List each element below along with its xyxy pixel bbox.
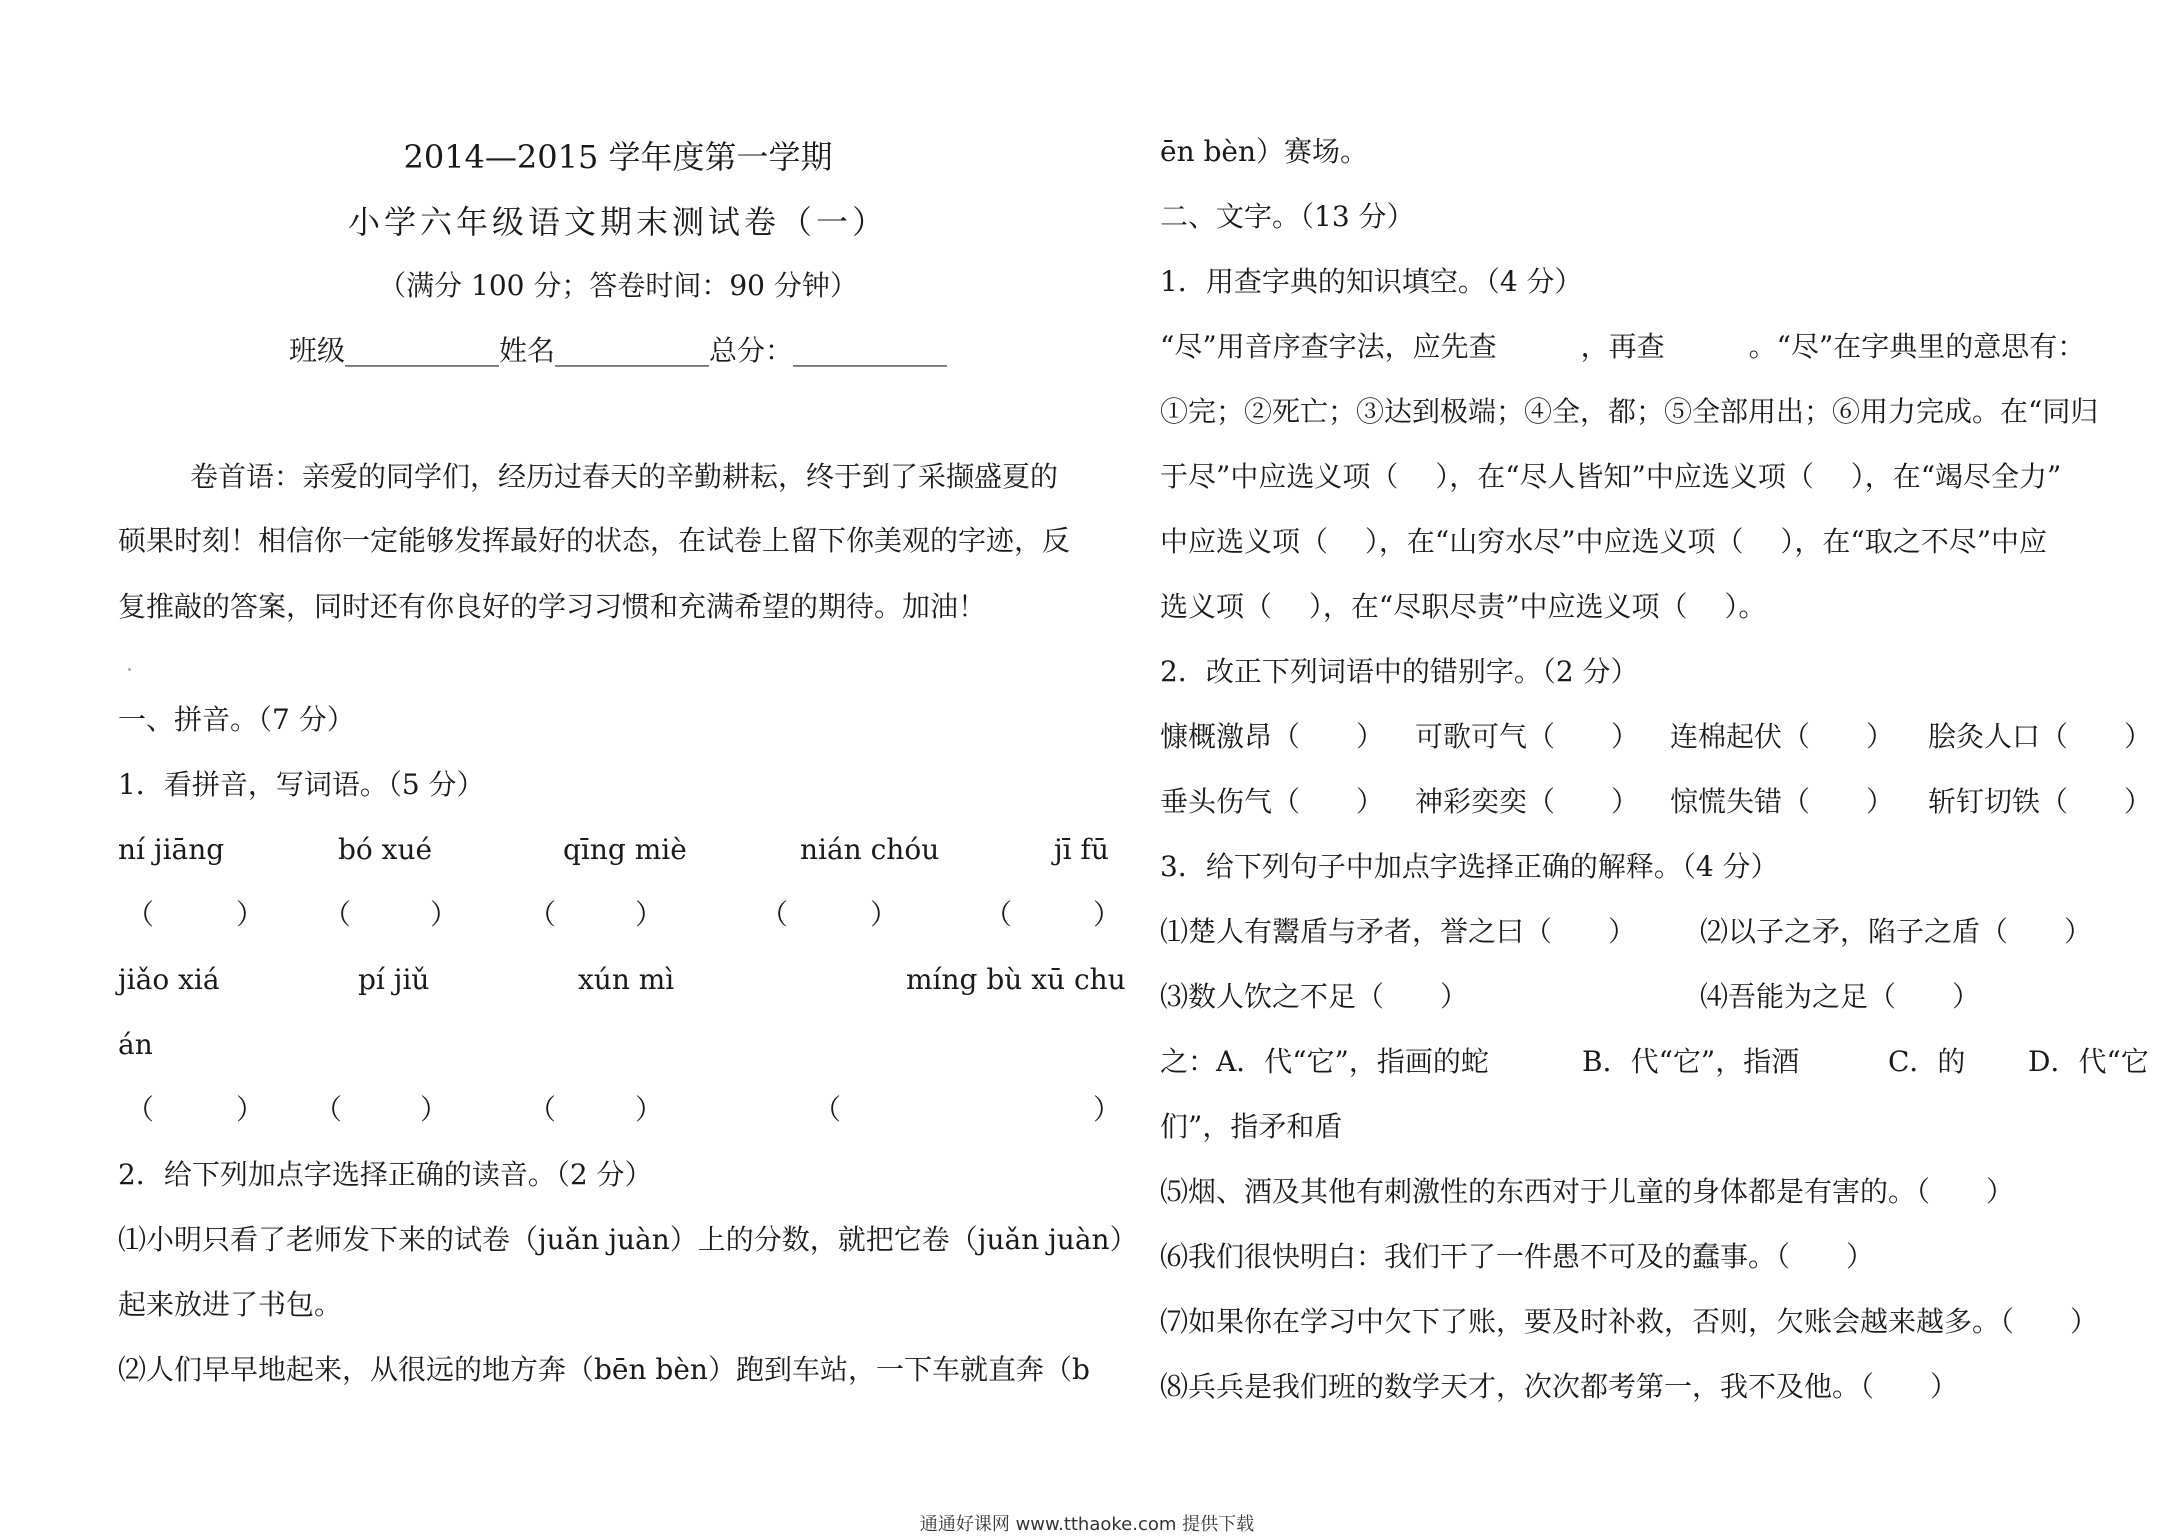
exam-year: 2014—2015 学年度第一学期 [403, 138, 833, 176]
answer-blank-open[interactable]: （ [126, 898, 155, 931]
r-q3-title: 3．给下列句子中加点字选择正确的解释。（4 分） [1160, 850, 1779, 883]
answer-blank-close: ） [1093, 898, 1122, 931]
typo-item[interactable]: 垂头伤气（ ） [1160, 785, 1385, 818]
section1-title: 一、拼音。（7 分） [118, 703, 355, 736]
footer-credit: 通通好课网 www.tthaoke.com 提供下载 [919, 1514, 1255, 1535]
answer-blank-close: ） [1093, 1093, 1122, 1126]
answer-blank-open[interactable]: （ [760, 898, 789, 931]
answer-blank-close: ） [420, 1093, 449, 1126]
option-d: D．代“它 [2028, 1045, 2149, 1078]
typo-item[interactable]: 可歌可气（ ） [1415, 720, 1640, 753]
answer-blank-open[interactable]: （ [813, 1093, 842, 1126]
answer-blank-close: ） [870, 898, 899, 931]
answer-blank-open[interactable]: （ [126, 1093, 155, 1126]
q3-item[interactable]: ⑴楚人有鬻盾与矛者，誉之曰（ ） [1160, 915, 1637, 948]
pinyin: míng bù xū chu [906, 963, 1126, 996]
answer-blank-open[interactable]: （ [323, 898, 352, 931]
option-a: 之：A．代“它”，指画的蛇 [1160, 1045, 1489, 1078]
answer-row-1 [118, 895, 1122, 935]
pinyin: nián chóu [800, 833, 940, 866]
intro-line-1: 卷首语：亲爱的同学们，经历过春天的辛勤耕耘，终于到了采撷盛夏的 [190, 460, 1059, 493]
r-q2-title: 2．改正下列词语中的错别字。（2 分） [1160, 655, 1639, 688]
pinyin-row-1 [118, 830, 1118, 870]
q2-line-3-continued: ēn bèn）赛场。 [1160, 135, 1369, 168]
scan-speck [128, 668, 131, 671]
answer-blank-open[interactable]: （ [984, 898, 1013, 931]
typo-item[interactable]: 神彩奕奕（ ） [1415, 785, 1640, 818]
r-q1-line-5: 选义项（ ），在“尽职尽责”中应选义项（ ）。 [1160, 590, 1767, 623]
q2-line-2: 起来放进了书包。 [118, 1288, 343, 1321]
pinyin: xún mì [578, 963, 675, 996]
pinyin: pí jiǔ [358, 963, 430, 996]
typo-item[interactable]: 连棉起伏（ ） [1670, 720, 1895, 753]
q3-item[interactable]: ⑷吾能为之足（ ） [1700, 980, 1981, 1013]
answer-blank-close: ） [236, 1093, 265, 1126]
student-fields: 班级___________姓名___________总分：___________ [288, 334, 947, 367]
q2-line-3: ⑵人们早早地起来，从很远的地方奔（bēn bèn）跑到车站，一下车就直奔（b [118, 1353, 1090, 1386]
typo-item[interactable]: 脍灸人口（ ） [1928, 720, 2153, 753]
q3-item-5[interactable]: ⑸烟、酒及其他有刺激性的东西对于儿童的身体都是有害的。（ ） [1160, 1175, 2015, 1208]
pinyin: jī fū [1054, 833, 1109, 866]
r-q1-line-2: ①完；②死亡；③达到极端；④全，都；⑤全部用出；⑥用力完成。在“同归 [1160, 395, 2099, 428]
q1-title: 1．看拼音，写词语。（5 分） [118, 768, 485, 801]
typo-row-1 [1160, 717, 2160, 757]
q3-options [1160, 1042, 2160, 1082]
option-b: B．代“它”，指酒 [1582, 1045, 1800, 1078]
q3-item[interactable]: ⑶数人饮之不足（ ） [1160, 980, 1469, 1013]
pinyin-wrap: án [118, 1028, 153, 1061]
answer-blank-close: ） [430, 898, 459, 931]
option-d-wrap: 们”，指矛和盾 [1160, 1110, 1343, 1143]
pinyin: jiǎo xiá [118, 963, 220, 996]
typo-item[interactable]: 斩钉切铁（ ） [1928, 785, 2153, 818]
option-c: C．的 [1888, 1045, 1966, 1078]
typo-row-2 [1160, 782, 2160, 822]
q3-item[interactable]: ⑵以子之矛，陷子之盾（ ） [1700, 915, 2093, 948]
q3-row-2 [1160, 977, 2160, 1017]
pinyin-row-2 [118, 960, 1126, 1000]
q3-row-1 [1160, 912, 2160, 952]
answer-blank-open[interactable]: （ [528, 1093, 557, 1126]
pinyin: ní jiāng [118, 833, 225, 866]
section2-title: 二、文字。（13 分） [1160, 200, 1415, 233]
q3-item-7[interactable]: ⑺如果你在学习中欠下了账，要及时补救，否则，欠账会越来越多。（ ） [1160, 1305, 2099, 1338]
q3-item-8[interactable]: ⑻兵兵是我们班的数学天才，次次都考第一，我不及他。（ ） [1160, 1370, 1959, 1403]
r-q1-line-3: 于尽”中应选义项（ ），在“尽人皆知”中应选义项（ ），在“竭尽全力” [1160, 460, 2062, 493]
answer-blank-close: ） [635, 1093, 664, 1126]
q2-title: 2．给下列加点字选择正确的读音。（2 分） [118, 1158, 653, 1191]
exam-title: 小学六年级语文期末测试卷（一） [347, 203, 888, 241]
intro-line-2: 硕果时刻！相信你一定能够发挥最好的状态，在试卷上留下你美观的字迹，反 [118, 524, 1071, 557]
intro-line-3: 复推敲的答案，同时还有你良好的学习习惯和充满希望的期待。加油！ [118, 590, 987, 623]
answer-blank-close: ） [635, 898, 664, 931]
q3-item-6[interactable]: ⑹我们很快明白：我们干了一件愚不可及的蠢事。（ ） [1160, 1240, 1875, 1273]
answer-blank-open[interactable]: （ [528, 898, 557, 931]
pinyin: qīng miè [563, 833, 687, 866]
answer-blank-open[interactable]: （ [314, 1093, 343, 1126]
q2-line-1: ⑴小明只看了老师发下来的试卷（juǎn juàn）上的分数，就把它卷（juǎn juàn） [118, 1223, 1138, 1256]
answer-row-2 [118, 1090, 1122, 1130]
answer-blank-close: ） [236, 898, 265, 931]
r-q1-line-4: 中应选义项（ ），在“山穷水尽”中应选义项（ ），在“取之不尽”中应 [1160, 525, 2048, 558]
pinyin: bó xué [338, 833, 433, 866]
r-q1-line-1: “尽”用音序查字法，应先查 ，再查 。“尽”在字典里的意思有： [1160, 330, 2086, 363]
r-q1-title: 1．用查字典的知识填空。（4 分） [1160, 265, 1583, 298]
typo-item[interactable]: 惊慌失错（ ） [1670, 785, 1895, 818]
typo-item[interactable]: 慷概激昂（ ） [1160, 720, 1385, 753]
exam-info: （满分 100 分；答卷时间：90 分钟） [378, 269, 858, 302]
